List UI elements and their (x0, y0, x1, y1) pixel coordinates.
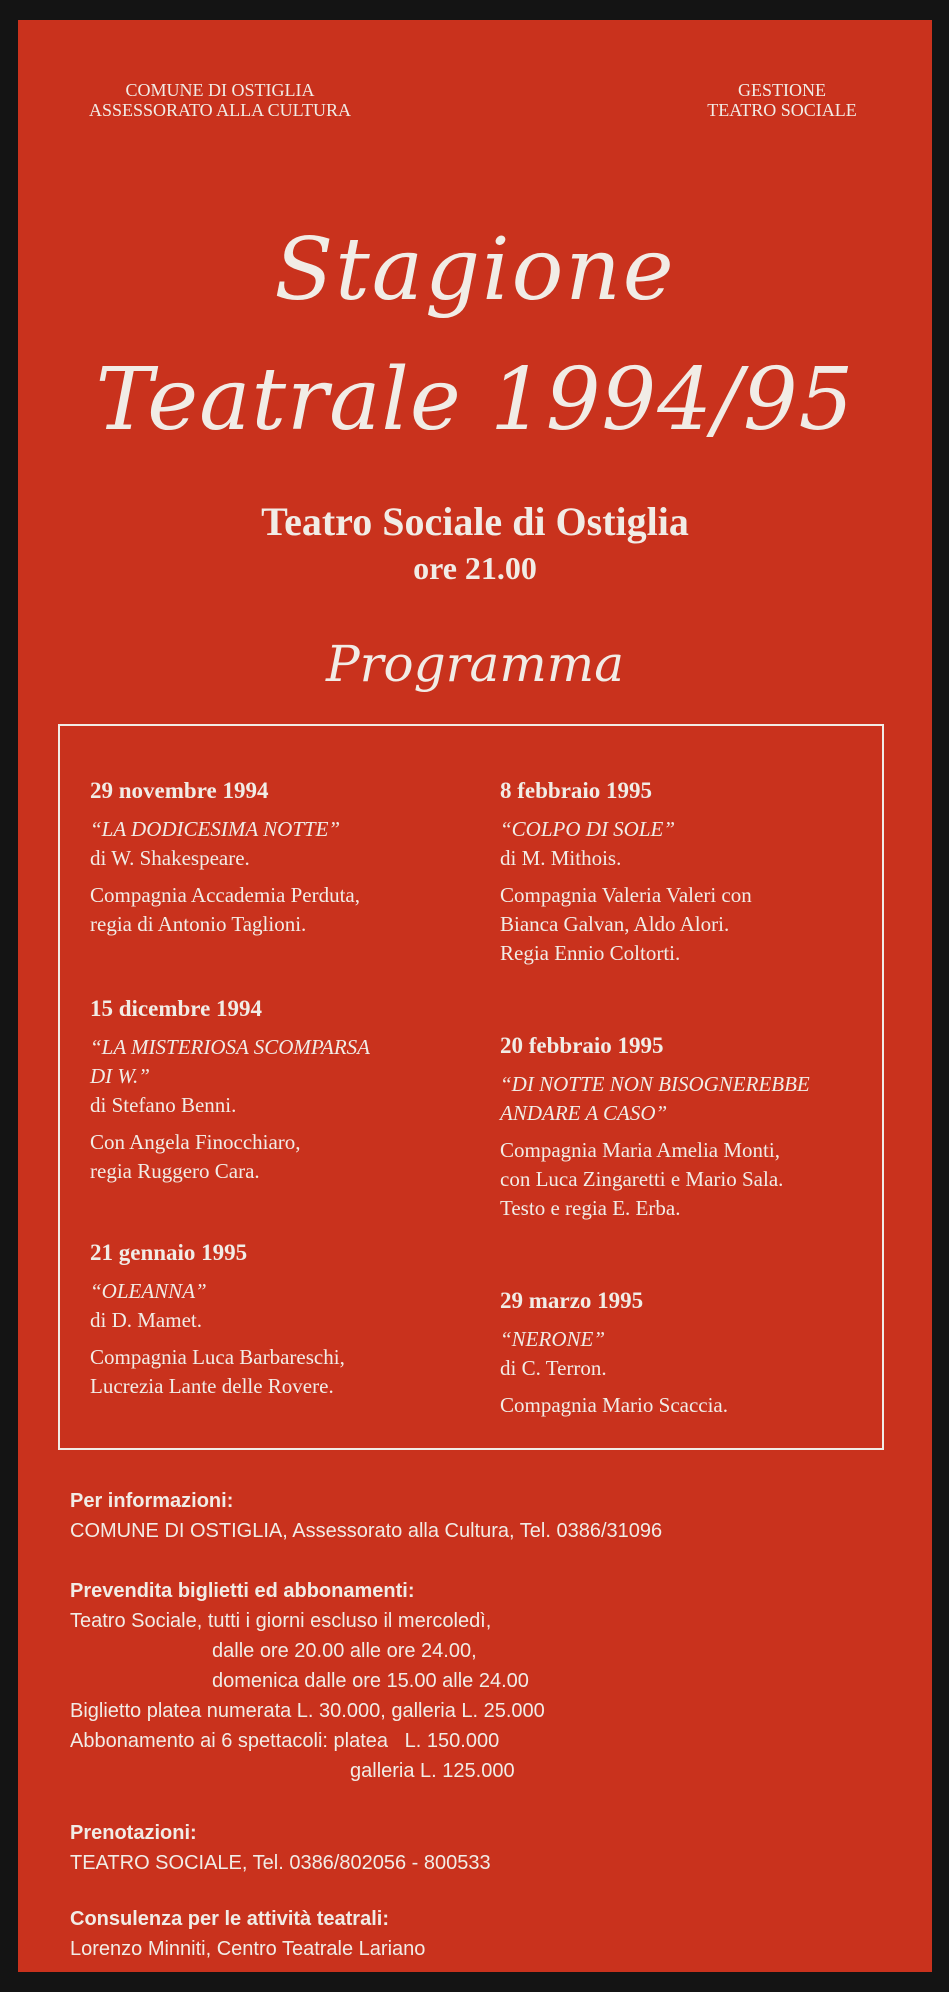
event-company: Compagnia Accademia Perduta, regia di Antonio Taglioni. (90, 883, 360, 936)
header-right (682, 80, 882, 120)
event-play: “NERONE” (500, 1327, 606, 1351)
consulenza-text: Lorenzo Minniti, Centro Teatrale Lariano (70, 1938, 426, 1960)
event-date: 15 dicembre 1994 (90, 996, 263, 1021)
event-play: “COLPO DI SOLE” (500, 817, 676, 841)
event-company: Compagnia Maria Amelia Monti, con Luca Zingaretti e Mario Sala. Testo e regia E. Erba. (500, 1138, 784, 1220)
prevendita-heading: Prevendita biglietti ed abbonamenti: (70, 1580, 415, 1602)
prevendita-line: Teatro Sociale, tutti i giorni escluso il mercoledì, (70, 1610, 492, 1632)
info-prenotazioni (70, 1818, 910, 1878)
event-4 (500, 776, 870, 968)
event-play: “OLEANNA” (90, 1279, 207, 1303)
event-author: di W. Shakespeare. (90, 846, 250, 870)
prevendita-line: domenica dalle ore 15.00 alle 24.00 (212, 1670, 529, 1692)
info-text: COMUNE DI OSTIGLIA, Assessorato alla Cultura, Tel. 0386/31096 (70, 1520, 663, 1542)
event-date: 29 marzo 1995 (500, 1288, 644, 1313)
prevendita-line: Biglietto platea numerata L. 30.000, galleria L. 25.000 (70, 1700, 545, 1722)
programma-heading: Programma (326, 635, 624, 693)
event-date: 29 novembre 1994 (90, 778, 269, 803)
prenotazioni-text: TEATRO SOCIALE, Tel. 0386/802056 - 800533 (70, 1852, 491, 1874)
show-time: ore 21.00 (413, 550, 537, 586)
info-consulenza (70, 1904, 910, 1964)
prevendita-line: Abbonamento ai 6 spettacoli: platea L. 150.000 (70, 1730, 500, 1752)
header-right-line-2: TEATRO SOCIALE (707, 100, 857, 120)
poster (18, 20, 932, 1972)
consulenza-heading: Consulenza per le attività teatrali: (70, 1908, 389, 1930)
event-company: Compagnia Valeria Valeri con Bianca Galvan, Aldo Alori. Regia Ennio Coltorti. (500, 883, 752, 965)
prenotazioni-heading: Prenotazioni: (70, 1822, 197, 1844)
event-date: 21 gennaio 1995 (90, 1240, 248, 1265)
event-author: di C. Terron. (500, 1356, 607, 1380)
event-company: Con Angela Finocchiaro, regia Ruggero Cara. (90, 1130, 301, 1183)
event-2 (90, 994, 460, 1186)
event-5 (500, 1031, 870, 1223)
event-6 (500, 1286, 870, 1420)
header-left-line-1: COMUNE DI OSTIGLIA (125, 80, 315, 100)
event-play: “LA DODICESIMA NOTTE” (90, 817, 341, 841)
event-author: di Stefano Benni. (90, 1093, 237, 1117)
title-line-1: Stagione (274, 220, 676, 320)
info-contacts (70, 1486, 910, 1546)
header-left (70, 80, 370, 120)
header-right-line-1: GESTIONE (738, 80, 826, 100)
event-company: Compagnia Mario Scaccia. (500, 1393, 729, 1417)
event-company: Compagnia Luca Barbareschi, Lucrezia Lante delle Rovere. (90, 1345, 345, 1398)
event-1 (90, 776, 460, 939)
venue-title: Teatro Sociale di Ostiglia (261, 499, 689, 544)
event-play: “LA MISTERIOSA SCOMPARSA DI W.” (90, 1035, 371, 1088)
title-line-2: Teatrale 1994/95 (95, 350, 855, 450)
event-author: di M. Mithois. (500, 846, 622, 870)
event-author: di D. Mamet. (90, 1308, 202, 1332)
info-heading: Per informazioni: (70, 1490, 234, 1512)
event-play: “DI NOTTE NON BISOGNEREBBE ANDARE A CASO” (500, 1072, 810, 1125)
program-box (58, 724, 884, 1450)
prevendita-line: galleria L. 125.000 (350, 1760, 515, 1782)
header-left-line-2: ASSESSORATO ALLA CULTURA (88, 100, 352, 120)
event-date: 8 febbraio 1995 (500, 778, 653, 803)
event-date: 20 febbraio 1995 (500, 1033, 664, 1058)
prevendita-line: dalle ore 20.00 alle ore 24.00, (212, 1640, 477, 1662)
info-prevendita (70, 1576, 910, 1786)
event-3 (90, 1238, 460, 1401)
